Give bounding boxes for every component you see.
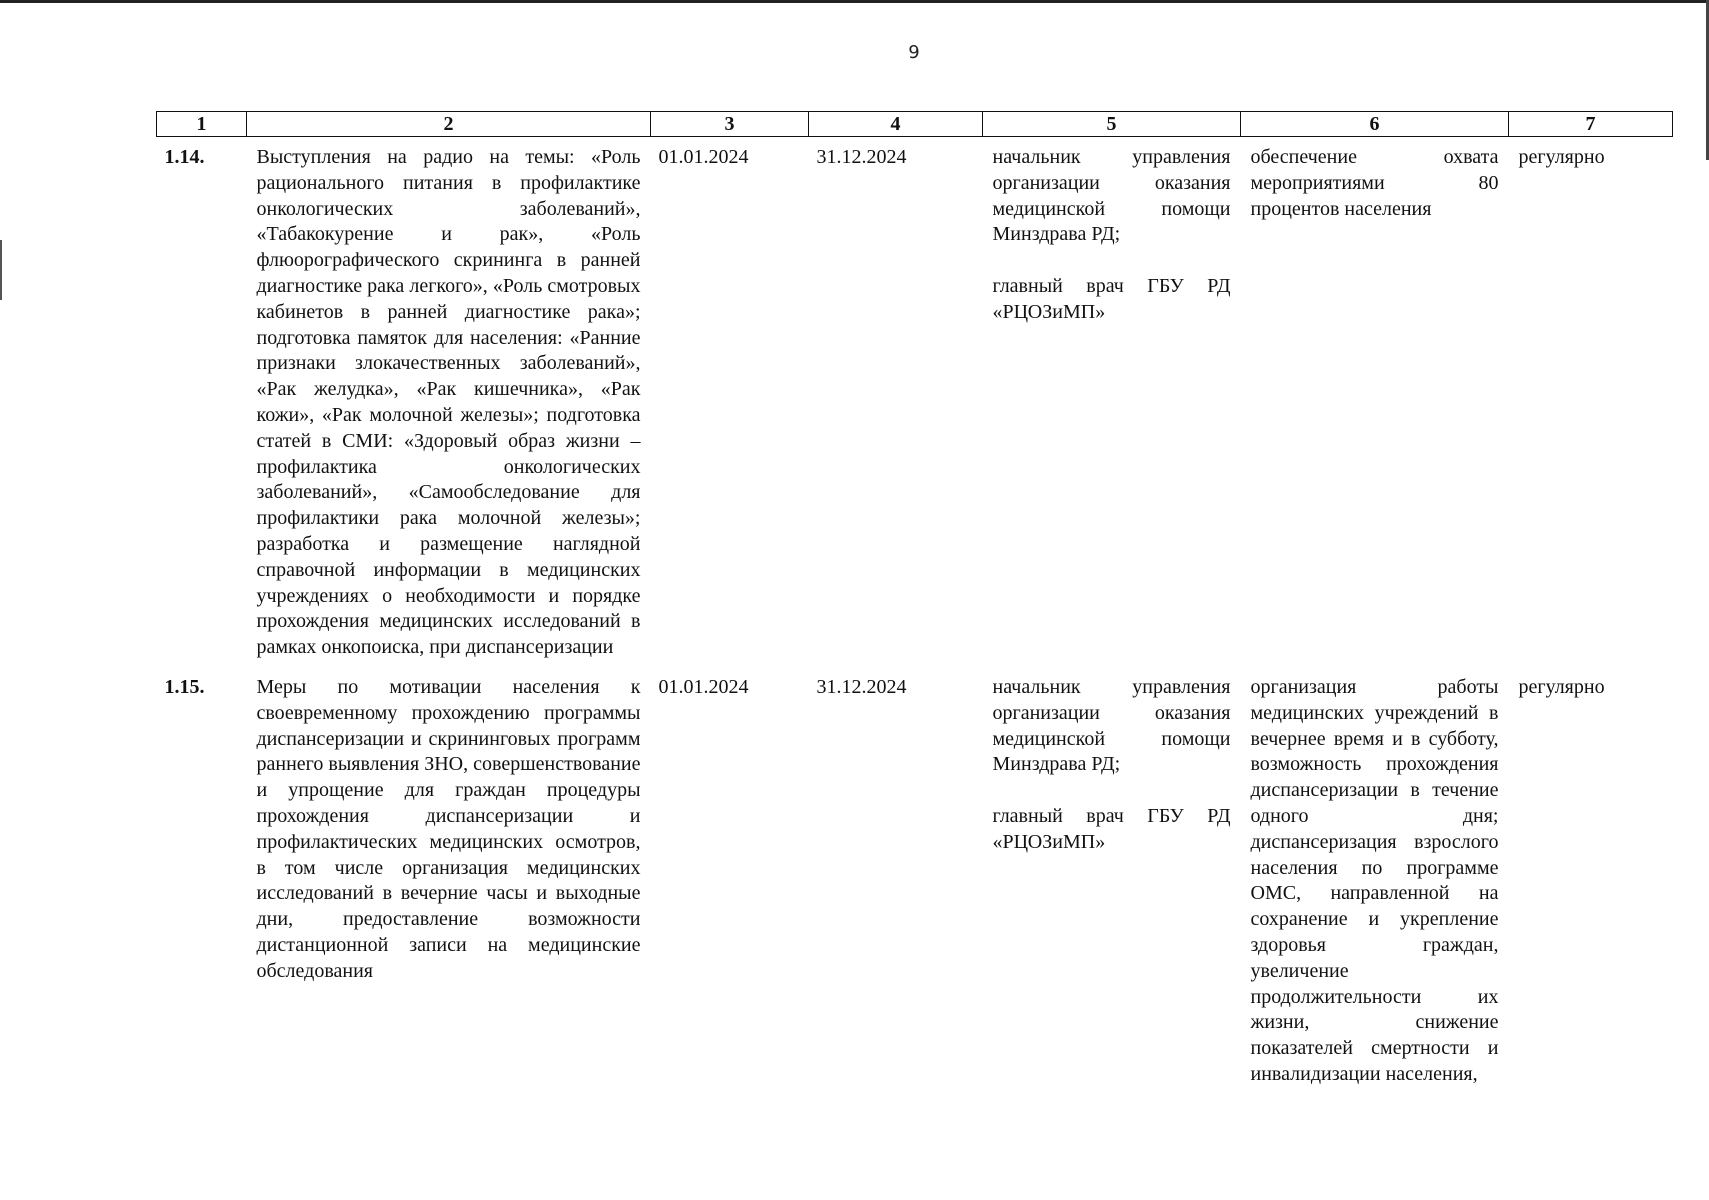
plan-table: [156, 111, 1673, 1088]
column-header: 4: [809, 112, 983, 137]
scan-edge-left: [0, 240, 2, 300]
item-description: Меры по мотивации населения к своевременному прохождению программы диспансеризации и скрининговых программ раннего выявления ЗНО, совершенствование и упрощение для граждан процедуры прохождения диспансеризации и профилактических медицинских осмотров, в том числе организация медицинских исследований в вечерние часы и выходные дни, предоставление возможности дистанционной записи на медицинские обследования: [256, 676, 641, 982]
page-number: 9: [908, 42, 920, 63]
scan-edge-top: [0, 0, 1709, 3]
responsible-persons: [983, 137, 1241, 668]
expected-result: обеспечение охвата мероприятиями 80 процентов населения: [1250, 146, 1499, 220]
end-date: 31.12.2024: [816, 146, 907, 168]
responsible-person: главный врач ГБУ РД «РЦОЗиМП»: [992, 274, 1231, 323]
column-header: 6: [1241, 112, 1509, 137]
column-header: 7: [1509, 112, 1673, 137]
responsible-person: главный врач ГБУ РД «РЦОЗиМП»: [992, 804, 1231, 853]
column-header: 2: [247, 112, 651, 137]
frequency: регулярно: [1518, 146, 1605, 168]
item-description: Выступления на радио на темы: «Роль рационального питания в профилактике онкологических заболеваний», «Табакокурение и рак», «Роль флюорографического скрининга в ранней диагностике рака легкого», «Роль смотровых кабинетов в ранней диагностике рака»; подготовка памяток для населения: «Ранние признаки злокачественных заболеваний», «Рак желудка», «Рак кишечника», «Рак кожи», «Рак молочной железы»; подготовка статей в СМИ: «Здоровый образ жизни – профилактика онкологических заболеваний», «Самообследование для профилактики рака молочной железы»; разработка и размещение наглядной справочной информации в медицинских учреждениях о необходимости и порядке прохождения медицинских исследований в рамках онкопоиска, при диспансеризации: [256, 146, 641, 659]
responsible-person: начальник управления организации оказания медицинской помощи Минздрава РД;: [992, 676, 1231, 776]
table-row: [157, 137, 1673, 668]
expected-result: организация работы медицинских учреждений в вечернее время и в субботу, возможность прохождения диспансеризации в течение одного дня; диспансеризация взрослого населения по программе ОМС, направленной на сохранение и укрепление здоровья граждан, увеличение продолжительности их жизни, снижение показателей смертности и инвалидизации населения,: [1250, 676, 1499, 1085]
start-date: 01.01.2024: [658, 146, 749, 168]
item-number: 1.14.: [164, 146, 205, 168]
responsible-person: начальник управления организации оказания медицинской помощи Минздрава РД;: [992, 146, 1231, 246]
responsible-persons: [983, 667, 1241, 1088]
column-header: 1: [157, 112, 247, 137]
column-header: 3: [651, 112, 809, 137]
column-header: 5: [983, 112, 1241, 137]
start-date: 01.01.2024: [658, 676, 749, 698]
item-number: 1.15.: [164, 676, 205, 698]
table-header-row: [157, 112, 1673, 137]
table-row: [157, 667, 1673, 1088]
end-date: 31.12.2024: [816, 676, 907, 698]
frequency: регулярно: [1518, 676, 1605, 698]
